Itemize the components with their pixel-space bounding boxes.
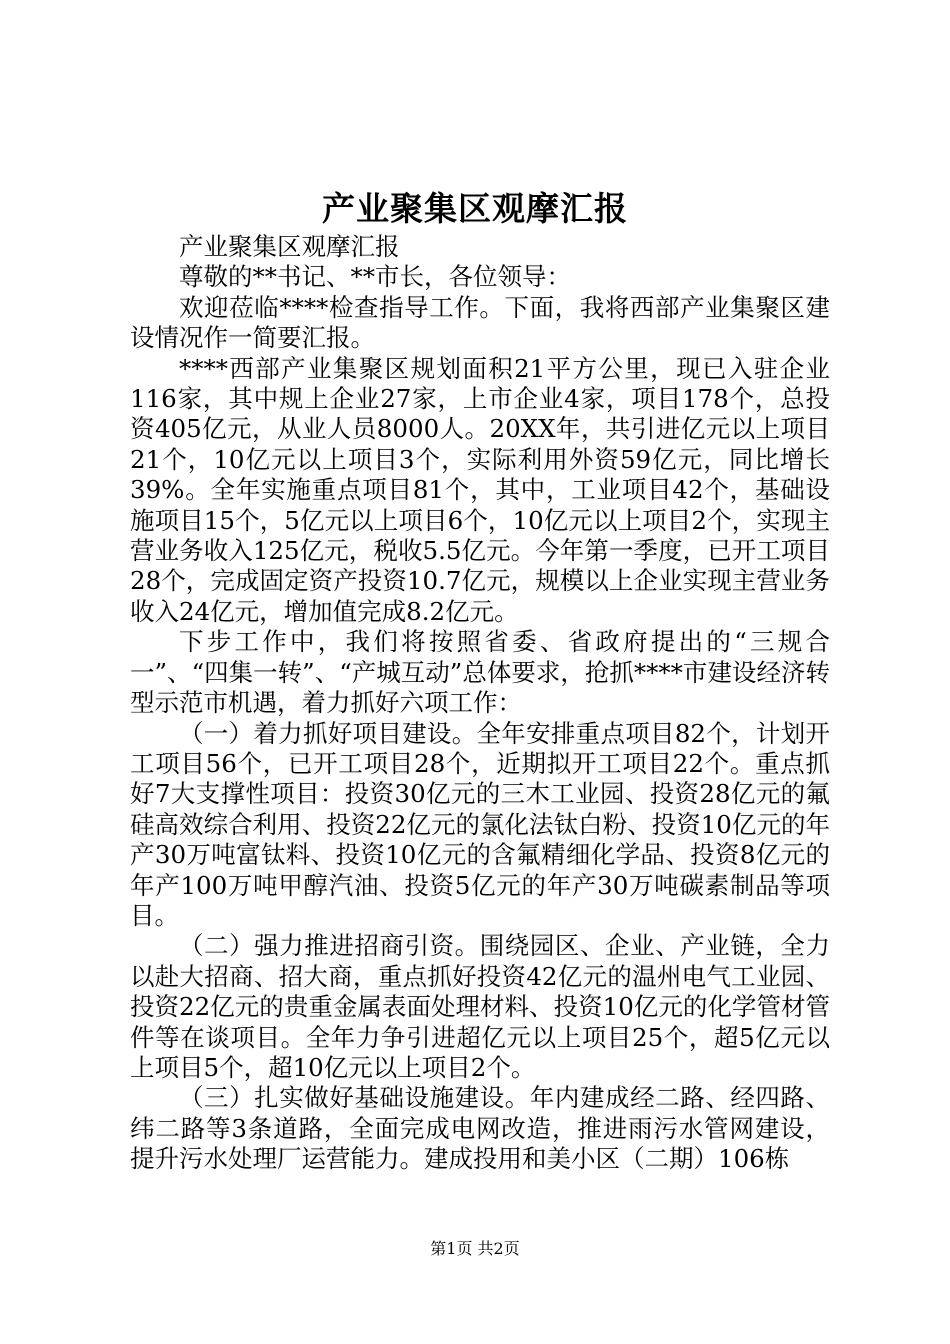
document-title: 产业聚集区观摩汇报 [322,189,628,228]
paragraph-next-steps: 下步工作中，我们将按照省委、省政府提出的“三规合一”、“四集一转”、“产城互动”总体要求，抢抓****市建设经济转型示范市机遇，着力抓好六项工作： [130,627,830,718]
document-body [130,232,830,1175]
paragraph-item-2: （二）强力推进招商引资。围绕园区、企业、产业链，全力以赴大招商、招大商，重点抓好投资42亿元的温州电气工业园、投资22亿元的贵重金属表面处理材料、投资10亿元的化学管材管件等在谈项目。全年力争引进超亿元以上项目25个，超5亿元以上项目5个，超10亿元以上项目2个。 [130,931,830,1082]
paragraph-subtitle: 产业聚集区观摩汇报 [179,232,400,261]
paragraph-item-1: （一）着力抓好项目建设。全年安排重点项目82个，计划开工项目56个，已开工项目28个，近期拟开工项目22个。重点抓好7大支撑性项目：投资30亿元的三木工业园、投资28亿元的氟硅高效综合利用、投资22亿元的氯化法钛白粉、投资10亿元的年产30万吨富钛料、投资10亿元的含氟精细化学品、投资8亿元的年产100万吨甲醇汽油、投资5亿元的年产30万吨碳素制品等项目。 [130,718,830,930]
paragraph-salutation: 尊敬的**书记、**市长，各位领导： [179,262,571,292]
paragraph-intro: 欢迎莅临****检查指导工作。下面，我将西部产业集聚区建设情况作一简要汇报。 [130,292,830,353]
page-footer: 第1页 共2页 [430,1239,520,1258]
paragraph-overview: ****西部产业集聚区规划面积21平方公里，现已入驻企业116家，其中规上企业27家，上市企业4家，项目178个，总投资405亿元，从业人员8000人。20XX年，共引进亿元以上项目21个，10亿元以上项目3个，实际利用外资59亿元，同比增长39%。全年实施重点项目81个，其中，工业项目42个，基础设施项目15个，5亿元以上项目6个，10亿元以上项目2个，实现主营业务收入125亿元，税收5.5亿元。今年第一季度，已开工项目28个，完成固定资产投资10.7亿元，规模以上企业实现主营业务收入24亿元，增加值完成8.2亿元。 [130,353,830,626]
paragraph-item-3: （三）扎实做好基础设施建设。年内建成经二路、经四路、纬二路等3条道路，全面完成电网改造，推进雨污水管网建设，提升污水处理厂运营能力。建成投用和美小区（二期）106栋 [130,1083,830,1174]
